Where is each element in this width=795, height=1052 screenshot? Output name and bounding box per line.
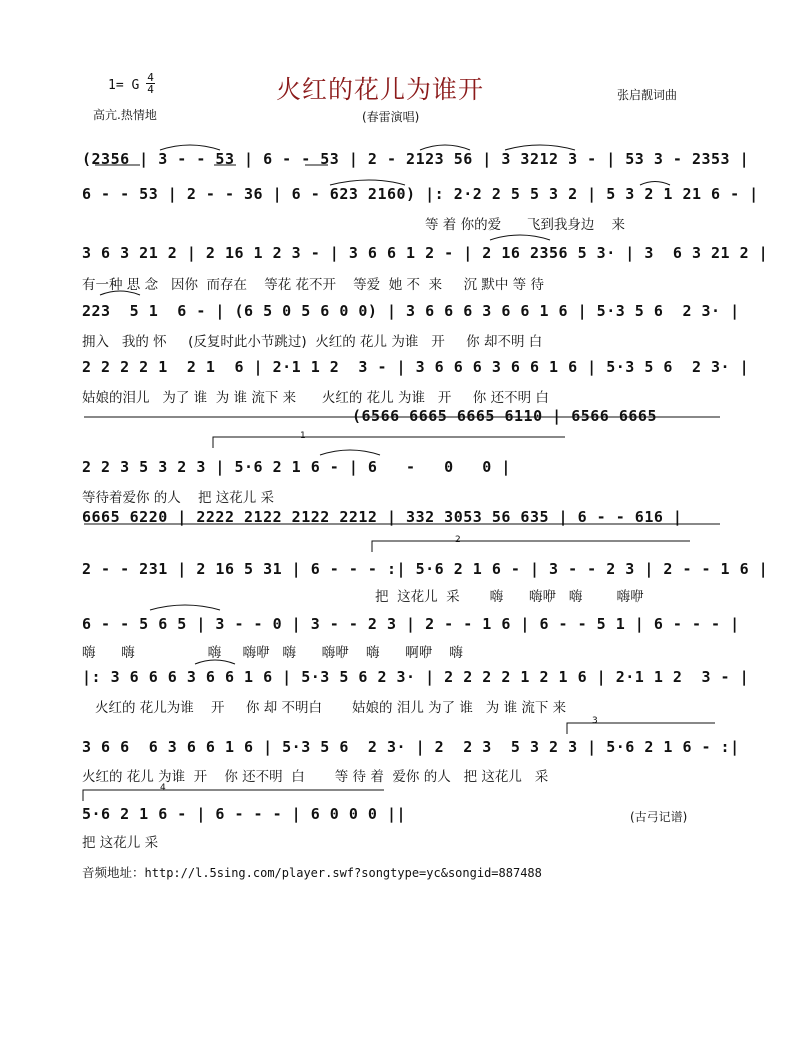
score-row-notes: 3 6 3 21 2 | 2 16 1 2 3 - | 3 6 6 1 2 - | 2 16 2356 5 3· | 3 6 3 21 2 |: [82, 244, 769, 262]
score-row-lyrics: 等 着 你的爱 飞到我身边 来: [425, 217, 625, 233]
score-row-lyrics: 嗨 嗨 嗨 嗨咿 嗨 嗨咿 嗨 啊咿 嗨: [82, 645, 463, 661]
time-signature-bottom: 4: [147, 83, 154, 96]
slur: [150, 605, 220, 610]
score-row-lyrics: 火红的 花儿为谁 开 你 却 不明白 姑娘的 泪儿 为了 谁 为 谁 流下 来: [95, 700, 567, 716]
score-row-notes: (2356 | 3 - - 53 | 6 - - 53 | 2 - 2123 56 | 3 3212 3 - | 53 3 - 2353 |: [82, 150, 750, 168]
score-row-lyrics: 拥入 我的 怀 (反复时此小节跳过) 火红的 花儿 为谁 开 你 却不明 白: [82, 334, 543, 350]
score-row-notes: 5·6 2 1 6 - | 6 - - - | 6 0 0 0 ||: [82, 805, 407, 823]
volta-label-2: 2: [455, 535, 461, 545]
volta-bracket-4: [83, 790, 384, 801]
score-row-lyrics: 火红的 花儿 为谁 开 你 还不明 白 等 待 着 爱你 的人 把 这花儿 采: [82, 769, 549, 785]
volta-label-4: 4: [160, 783, 166, 793]
score-row-notes: 223 5 1 6 - | (6 5 0 5 6 0 0) | 3 6 6 6 3 6 6 1 6 | 5·3 5 6 2 3· |: [82, 302, 740, 320]
transcriber-credit: (古弓记谱): [630, 810, 688, 824]
score-row-notes: 6 - - 53 | 2 - - 36 | 6 - 623 2160) |: 2·2 2 5 5 3 2 | 5 3 2 1 21 6 - |: [82, 185, 759, 203]
score-row-lyrics: 把 这花儿 采 嗨 嗨咿 嗨 嗨咿: [375, 589, 644, 605]
score-row-notes: 2 2 2 2 1 2 1 6 | 2·1 1 2 3 - | 3 6 6 6 3 6 6 1 6 | 5·3 5 6 2 3· |: [82, 358, 750, 376]
score-row-notes: 3 6 6 6 3 6 6 1 6 | 5·3 5 6 2 3· | 2 2 3 5 3 2 3 | 5·6 2 1 6 - :|: [82, 738, 740, 756]
time-signature-top: 4: [147, 71, 154, 84]
volta-label-3: 3: [592, 716, 598, 726]
audio-address: [82, 863, 542, 881]
key-signature: 1= G: [108, 78, 140, 93]
score-row-notes: (6566 6665 6665 6110 | 6566 6665: [352, 407, 657, 425]
score-row-notes: 6665 6220 | 2222 2122 2122 2212 | 332 3053 56 635 | 6 - - 616 |: [82, 508, 683, 526]
volta-bracket-2: [372, 541, 690, 552]
audio-url-link[interactable]: http://l.5sing.com/player.swf?songtype=yc&songid=887488: [144, 866, 542, 880]
slur: [320, 450, 380, 455]
score-row-lyrics: 把 这花儿 采: [82, 835, 159, 851]
composer-credit: 张启靓词曲: [617, 88, 678, 102]
audio-label: 音频地址：: [82, 865, 145, 880]
volta-label-1: 1: [300, 431, 306, 441]
score-row-notes: 2 2 3 5 3 2 3 | 5·6 2 1 6 - | 6 - 0 0 |: [82, 458, 511, 476]
score-row-notes: 2 - - 231 | 2 16 5 31 | 6 - - - :| 5·6 2 1 6 - | 3 - - 2 3 | 2 - - 1 6 |: [82, 560, 769, 578]
score-row-lyrics: 等待着爱你 的人 把 这花儿 采: [82, 490, 275, 506]
volta-bracket-3: [567, 723, 715, 734]
score-row-notes: 6 - - 5 6 5 | 3 - - 0 | 3 - - 2 3 | 2 - - 1 6 | 6 - - 5 1 | 6 - - - |: [82, 615, 740, 633]
score-row-lyrics: 有一种 思 念 因你 而存在 等花 花不开 等爱 她 不 来 沉 默中 等 待: [82, 277, 544, 293]
volta-bracket-1: [213, 437, 565, 448]
song-title: 火红的花儿为谁开: [276, 75, 485, 104]
singer-credit: (春雷演唱): [362, 110, 420, 124]
score-row-lyrics: 姑娘的泪儿 为了 谁 为 谁 流下 来 火红的 花儿 为谁 开 你 还不明 白: [82, 390, 549, 406]
score-row-notes: |: 3 6 6 6 3 6 6 1 6 | 5·3 5 6 2 3· | 2 2 2 2 1 2 1 6 | 2·1 1 2 3 - |: [82, 668, 750, 686]
slur: [490, 235, 550, 240]
tempo-marking: 高亢.热情地: [93, 108, 157, 122]
